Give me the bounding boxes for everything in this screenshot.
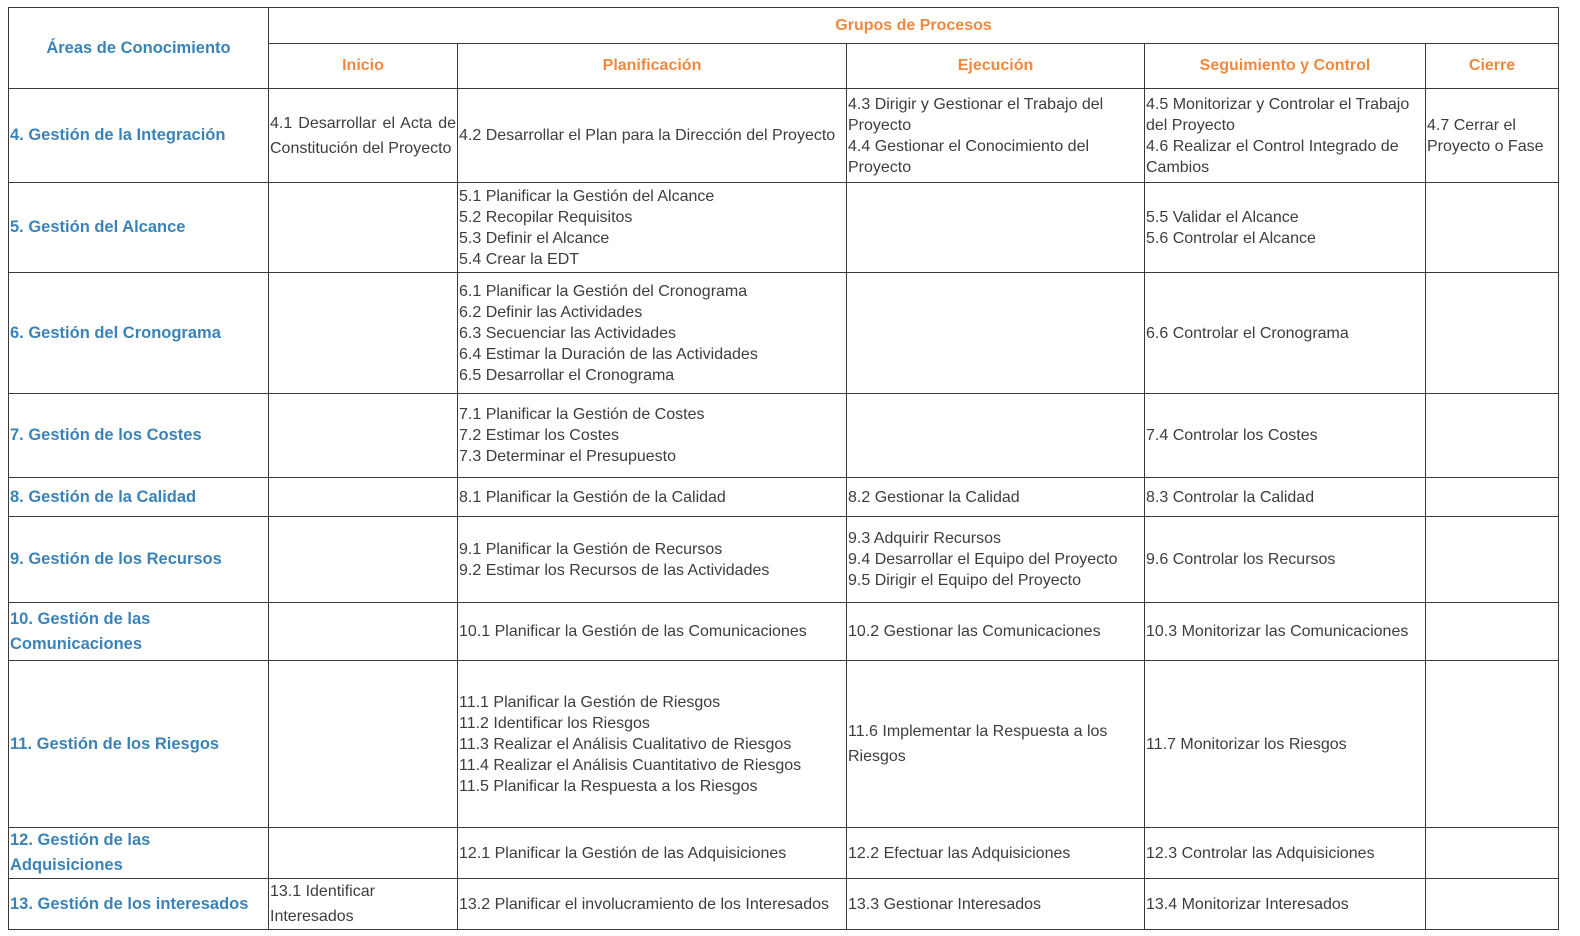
cell-cierre (1426, 183, 1559, 273)
header-ejecucion: Ejecución (847, 44, 1145, 89)
cell-seguimiento (1145, 273, 1426, 394)
cell-planificacion (458, 394, 847, 478)
process-item: 11.2 Identificar los Riesgos (459, 714, 650, 732)
header-cierre: Cierre (1426, 44, 1559, 89)
process-item: 5.6 Controlar el Alcance (1146, 229, 1316, 247)
cell-planificacion (458, 879, 847, 930)
cell-cierre (1426, 661, 1559, 828)
cell-inicio (269, 394, 458, 478)
cell-inicio (269, 273, 458, 394)
process-item: 8.1 Planificar la Gestión de la Calidad (459, 488, 726, 506)
knowledge-area: 10. Gestión de las Comunicaciones (9, 603, 269, 661)
process-item: 10.2 Gestionar las Comunicaciones (848, 623, 1101, 640)
process-item: 12.3 Controlar las Adquisiciones (1146, 844, 1375, 862)
process-item: 13.3 Gestionar Interesados (848, 895, 1042, 913)
process-item: 6.5 Desarrollar el Cronograma (459, 366, 675, 384)
cell-ejecucion (847, 394, 1145, 478)
table-row (9, 517, 1559, 603)
header-inicio: Inicio (269, 44, 458, 89)
process-item: 5.1 Planificar la Gestión del Alcance (459, 187, 715, 205)
table-row (9, 89, 1559, 183)
cell-ejecucion (847, 273, 1145, 394)
cell-seguimiento (1145, 661, 1426, 828)
cell-inicio (269, 879, 458, 930)
knowledge-area: 9. Gestión de los Recursos (9, 517, 269, 603)
process-item: 12.1 Planificar la Gestión de las Adquisiciones (459, 844, 787, 862)
cell-inicio (269, 478, 458, 517)
cell-cierre (1426, 517, 1559, 603)
cell-inicio (269, 661, 458, 828)
cell-ejecucion (847, 879, 1145, 930)
process-item: 4.7 Cerrar el Proyecto o Fase (1427, 116, 1544, 155)
cell-cierre (1426, 603, 1559, 661)
table-row (9, 603, 1559, 661)
cell-seguimiento (1145, 183, 1426, 273)
process-item: 4.3 Dirigir y Gestionar el Trabajo del Proyecto (848, 95, 1104, 134)
process-item: 4.5 Monitorizar y Controlar el Trabajo del Proyecto (1146, 95, 1410, 134)
cell-ejecucion (847, 517, 1145, 603)
process-groups-table (8, 7, 1559, 930)
process-item: 9.2 Estimar los Recursos de las Actividades (459, 561, 770, 579)
header-process-groups: Grupos de Procesos (269, 8, 1559, 44)
cell-cierre (1426, 828, 1559, 879)
cell-planificacion (458, 828, 847, 879)
cell-ejecucion (847, 89, 1145, 183)
cell-cierre (1426, 879, 1559, 930)
process-item: 4.6 Realizar el Control Integrado de Cambios (1146, 137, 1399, 176)
cell-planificacion (458, 183, 847, 273)
process-item: 7.1 Planificar la Gestión de Costes (459, 406, 705, 423)
process-item: 11.5 Planificar la Respuesta a los Riesgos (459, 777, 758, 795)
table-row (9, 661, 1559, 828)
process-item: 7.4 Controlar los Costes (1146, 427, 1318, 444)
cell-ejecucion (847, 603, 1145, 661)
cell-cierre (1426, 478, 1559, 517)
process-item: 6.3 Secuenciar las Actividades (459, 324, 677, 342)
cell-cierre (1426, 394, 1559, 478)
knowledge-area: 12. Gestión de las Adquisiciones (9, 828, 269, 879)
knowledge-area: 11. Gestión de los Riesgos (9, 661, 269, 828)
cell-ejecucion (847, 183, 1145, 273)
table-row (9, 879, 1559, 930)
cell-ejecucion (847, 828, 1145, 879)
process-item: 10.3 Monitorizar las Comunicaciones (1146, 623, 1409, 640)
cell-cierre (1426, 89, 1559, 183)
cell-planificacion (458, 603, 847, 661)
process-item: 11.4 Realizar el Análisis Cuantitativo de Riesgos (459, 756, 802, 774)
table-row (9, 394, 1559, 478)
process-item: 4.2 Desarrollar el Plan para la Dirección del Proyecto (459, 127, 836, 144)
cell-inicio (269, 828, 458, 879)
header-seguimiento-control: Seguimiento y Control (1145, 44, 1426, 89)
knowledge-area: 7. Gestión de los Costes (9, 394, 269, 478)
process-item: 10.1 Planificar la Gestión de las Comunicaciones (459, 623, 807, 640)
cell-seguimiento (1145, 879, 1426, 930)
knowledge-area: 8. Gestión de la Calidad (9, 478, 269, 517)
cell-ejecucion (847, 478, 1145, 517)
process-item: 7.2 Estimar los Costes (459, 427, 620, 444)
process-item: 11.6 Implementar la Respuesta a los Riesgos (848, 723, 1108, 765)
cell-planificacion (458, 478, 847, 517)
cell-inicio (269, 89, 458, 183)
cell-seguimiento (1145, 517, 1426, 603)
cell-seguimiento (1145, 89, 1426, 183)
cell-planificacion (458, 517, 847, 603)
process-item: 5.2 Recopilar Requisitos (459, 208, 633, 226)
cell-seguimiento (1145, 828, 1426, 879)
process-item: 6.6 Controlar el Cronograma (1146, 324, 1349, 342)
knowledge-area: 5. Gestión del Alcance (9, 183, 269, 273)
process-item: 9.5 Dirigir el Equipo del Proyecto (848, 572, 1082, 589)
process-item: 12.2 Efectuar las Adquisiciones (848, 844, 1071, 862)
knowledge-area: 13. Gestión de los interesados (9, 879, 269, 930)
process-item: 9.3 Adquirir Recursos (848, 530, 1001, 547)
process-item: 5.3 Definir el Alcance (459, 229, 610, 247)
cell-planificacion (458, 273, 847, 394)
process-item: 5.5 Validar el Alcance (1146, 208, 1299, 226)
process-item: 11.3 Realizar el Análisis Cualitativo de Riesgos (459, 735, 792, 753)
process-item: 13.2 Planificar el involucramiento de los Interesados (459, 895, 829, 913)
process-item: 11.1 Planificar la Gestión de Riesgos (459, 693, 721, 711)
cell-ejecucion (847, 661, 1145, 828)
process-item: 6.2 Definir las Actividades (459, 303, 643, 321)
cell-planificacion (458, 89, 847, 183)
cell-inicio (269, 183, 458, 273)
cell-inicio (269, 603, 458, 661)
process-item: 13.1 Identificar Interesados (270, 883, 375, 925)
process-item: 7.3 Determinar el Presupuesto (459, 448, 676, 465)
process-item: 6.4 Estimar la Duración de las Actividades (459, 345, 758, 363)
process-item: 8.3 Controlar la Calidad (1146, 488, 1315, 506)
table-row (9, 183, 1559, 273)
cell-cierre (1426, 273, 1559, 394)
table-row (9, 828, 1559, 879)
process-item: 4.4 Gestionar el Conocimiento del Proyecto (848, 137, 1090, 176)
process-item: 5.4 Crear la EDT (459, 250, 580, 268)
header-planificacion: Planificación (458, 44, 847, 89)
knowledge-area: 6. Gestión del Cronograma (9, 273, 269, 394)
process-item: 9.1 Planificar la Gestión de Recursos (459, 540, 723, 558)
process-item: 11.7 Monitorizar los Riesgos (1146, 735, 1347, 753)
knowledge-area: 4. Gestión de la Integración (9, 89, 269, 183)
process-item: 8.2 Gestionar la Calidad (848, 488, 1020, 506)
cell-inicio (269, 517, 458, 603)
process-item: 6.1 Planificar la Gestión del Cronograma (459, 282, 748, 300)
table-row (9, 478, 1559, 517)
cell-planificacion (458, 661, 847, 828)
process-item: 9.4 Desarrollar el Equipo del Proyecto (848, 551, 1118, 568)
header-areas: Áreas de Conocimiento (9, 8, 269, 89)
table-row (9, 273, 1559, 394)
process-item: 4.1 Desarrollar el Acta de Constitución del Proyecto (270, 114, 456, 157)
cell-seguimiento (1145, 394, 1426, 478)
cell-seguimiento (1145, 603, 1426, 661)
cell-seguimiento (1145, 478, 1426, 517)
table-body (9, 89, 1559, 930)
process-item: 13.4 Monitorizar Interesados (1146, 895, 1349, 913)
process-item: 9.6 Controlar los Recursos (1146, 551, 1336, 568)
